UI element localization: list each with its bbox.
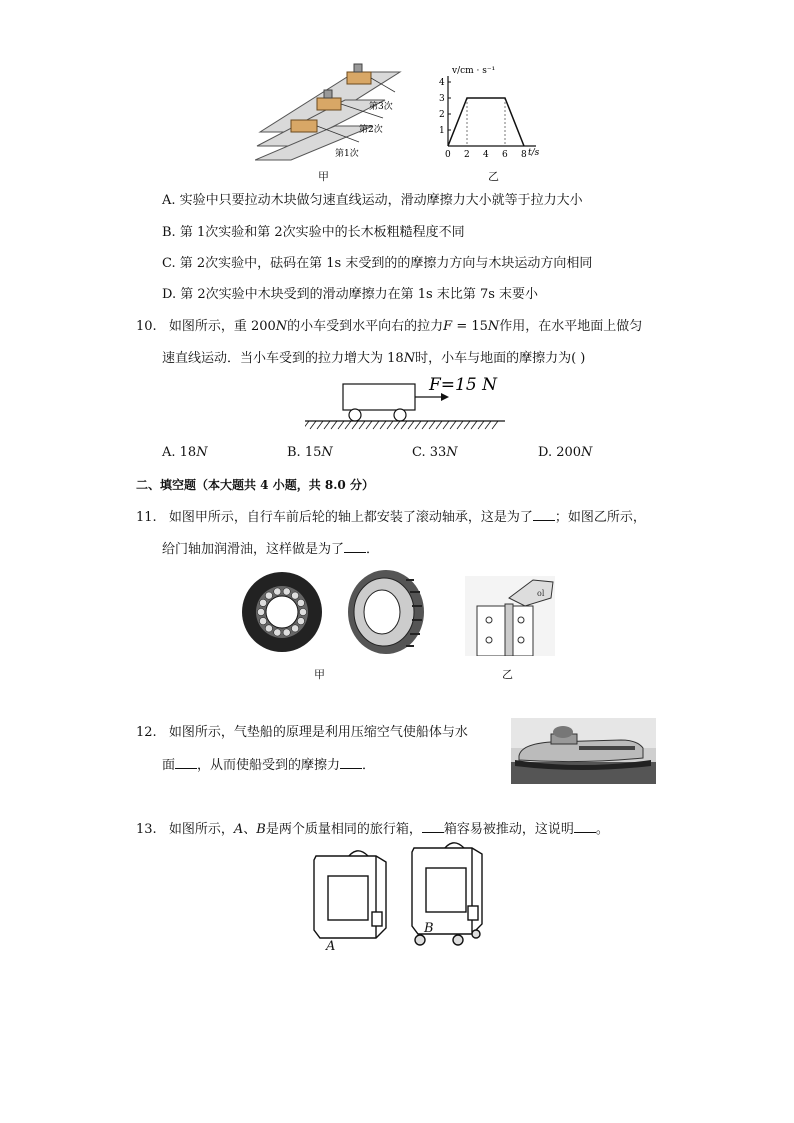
bearing-figure [236,566,436,658]
q10-stem-line2: 速直线运动．当小车受到的拉力增大为 18N时，小车与地面的摩擦力为( ) [162,351,586,366]
jia-label-third: 第3次 [369,102,393,112]
section-heading: 二、填空题（本大题共 4 小题，共 8.0 分） [136,478,374,492]
q13-number: 13. [136,822,157,837]
q10-cart-figure [305,372,505,434]
q9-figure-jia-label: 甲 [318,170,329,183]
q11-stem-line2: 给门轴加润滑油，这样做是为了 ． [162,542,380,557]
q9-option-d: D. 第 2次实验中木块受到的滑动摩擦力在第 1s 末比第 7s 末要小 [162,287,539,302]
q10-number: 10. [136,319,157,334]
q9-option-c: C. 第 2次实验中，砝码在第 1s 末受到的的摩擦力方向与木块运动方向相同 [162,256,593,271]
suitcase-figure [310,842,500,954]
force-label: F=15 N [429,375,497,395]
q12-stem-line2: 面 ，从而使船受到的摩擦力 ． [162,758,376,773]
q11-figure-yi-label: 乙 [502,668,513,681]
q12-blank-2[interactable] [340,756,362,769]
q12-blank-1[interactable] [175,756,197,769]
y-tick-label: 4 [439,78,445,88]
q10-stem-line1: 10. 如图所示，重 200N的小车受到水平向右的拉力F = 15N作用，在水平地面上做匀 [136,319,643,334]
x-tick-label: 0 [445,150,451,160]
q13-stem: 13. 如图所示，A、B是两个质量相同的旅行箱， 箱容易被推动，这说明 。 [136,822,609,837]
hovercraft-photo [511,718,656,784]
x-tick-label: 2 [464,150,470,160]
suitcase-label-b: B [424,921,434,936]
suitcase-label-a: A [326,939,336,954]
x-tick-label: 8 [521,150,527,160]
q12-number: 12. [136,725,157,740]
velocity-time-chart [432,62,547,162]
x-tick-label: 4 [483,150,489,160]
q9-figure-yi-label: 乙 [488,170,499,183]
q10-option-d: D. 200N [538,445,593,460]
y-axis-label: v/cm · s⁻¹ [452,66,496,76]
q11-number: 11. [136,510,157,525]
y-tick-label: 2 [439,110,445,120]
jia-label-first: 第1次 [335,149,359,159]
series-line [448,98,524,146]
q10-option-a: A. 18N [162,445,208,460]
q9-option-a: A. 实验中只要拉动木块做匀速直线运动，滑动摩擦力大小就等于拉力大小 [162,193,583,208]
q11-blank-1[interactable] [533,508,555,521]
q11-blank-2[interactable] [344,540,366,553]
q10-option-c: C. 33N [412,445,458,460]
svg-text:ol: ol [537,589,545,598]
q9-figure-jia [255,62,405,172]
q12-stem-line1: 12. 如图所示，气垫船的原理是利用压缩空气使船体与水 [136,725,468,740]
x-axis-label: t/s [528,148,540,158]
y-tick-label: 1 [439,126,445,136]
q9-option-b: B. 第 1次实验和第 2次实验中的长木板粗糙程度不同 [162,225,465,240]
q13-blank-2[interactable] [574,820,596,833]
door-hinge-figure [465,576,555,656]
x-tick-label: 6 [502,150,508,160]
q13-blank-1[interactable] [422,820,444,833]
q11-figure-jia-label: 甲 [314,668,325,681]
jia-label-second: 第2次 [359,125,383,135]
q9-figure-yi-chart [432,62,547,162]
y-tick-label: 3 [439,94,445,104]
q11-stem-line1: 11. 如图甲所示，自行车前后轮的轴上都安装了滚动轴承，这是为了 ；如图乙所示， [136,510,646,525]
q10-option-b: B. 15N [287,445,333,460]
